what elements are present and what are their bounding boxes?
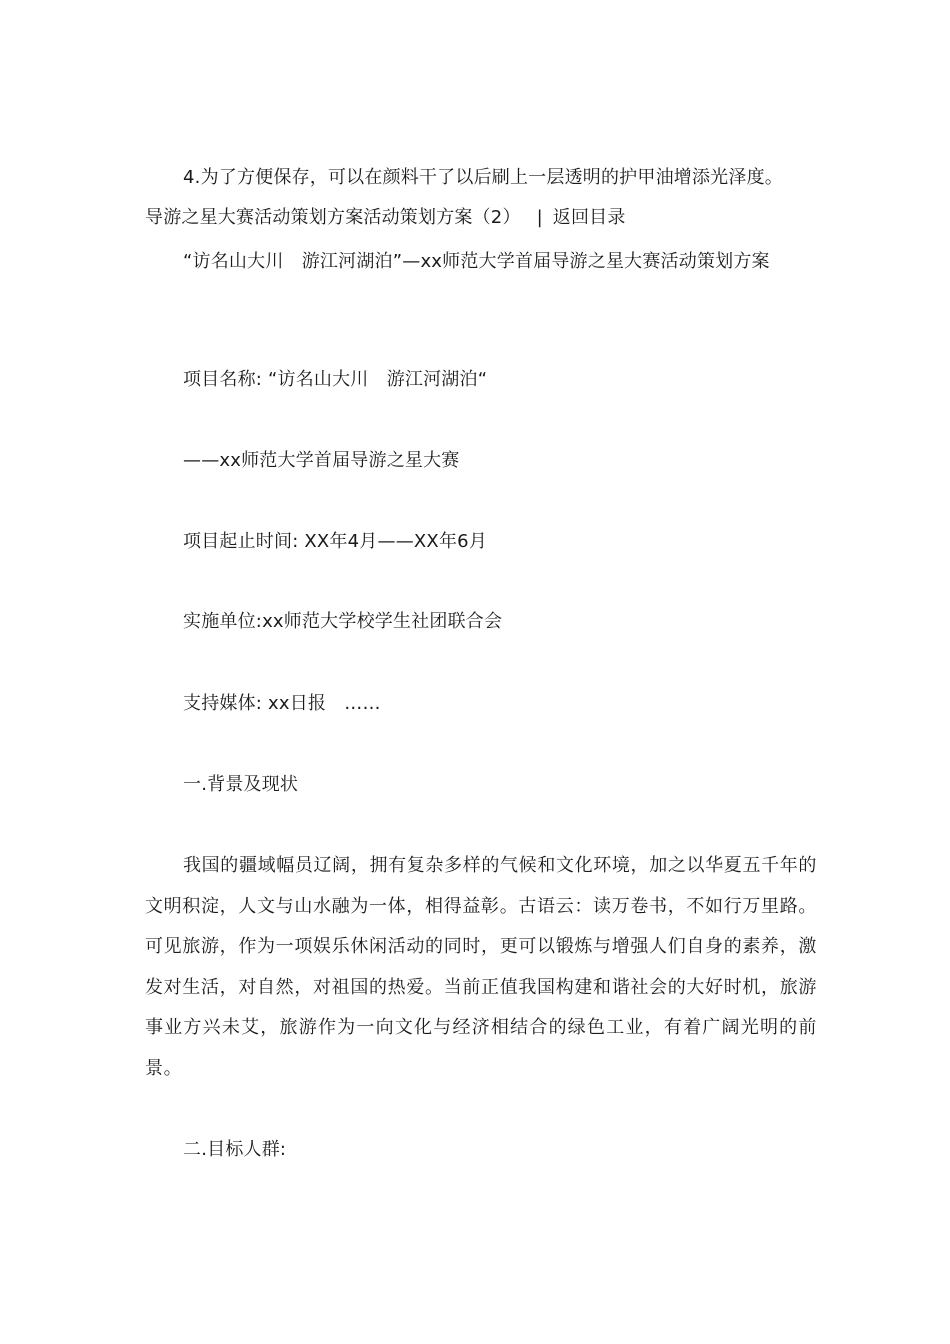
section-1-title: 一.背景及现状 [183, 774, 299, 795]
section-2-title: 二.目标人群: [183, 1139, 287, 1160]
section-heading: 导游之星大赛活动策划方案活动策划方案（2） [145, 207, 521, 228]
main-title: “访名山大川 游江河湖泊”—xx师范大学首届导游之星大赛活动策划方案 [183, 251, 770, 272]
step-4-text: 4.为了方便保存，可以在颜料干了以后刷上一层透明的护甲油增添光泽度。 [183, 167, 783, 188]
project-time: 项目起止时间: XX年4月——XX年6月 [183, 531, 488, 552]
separator: | [536, 207, 543, 228]
project-subtitle: ——xx师范大学首届导游之星大赛 [183, 450, 460, 471]
media: 支持媒体: xx日报 …… [183, 693, 381, 714]
organizer: 实施单位:xx师范大学校学生社团联合会 [183, 611, 503, 632]
back-to-toc-link[interactable]: 返回目录 [552, 207, 626, 228]
section-heading-row [145, 206, 626, 230]
project-name: 项目名称: “访名山大川 游江河湖泊“ [183, 369, 488, 390]
section-1-body: 我国的疆域幅员辽阔，拥有复杂多样的气候和文化环境，加之以华夏五千年的文明积淀，人文与山水融为一体，相得益彰。古语云：读万卷书，不如行万里路。可见旅游，作为一项娱乐休闲活动的同时，更可以锻炼与增强人们自身的素养，激发对生活，对自然，对祖国的热爱。当前正值我国构建和谐社会的大好时机，旅游事业方兴未艾，旅游作为一向文化与经济相结合的绿色工业，有着广阔光明的前景。 [145, 855, 817, 1079]
